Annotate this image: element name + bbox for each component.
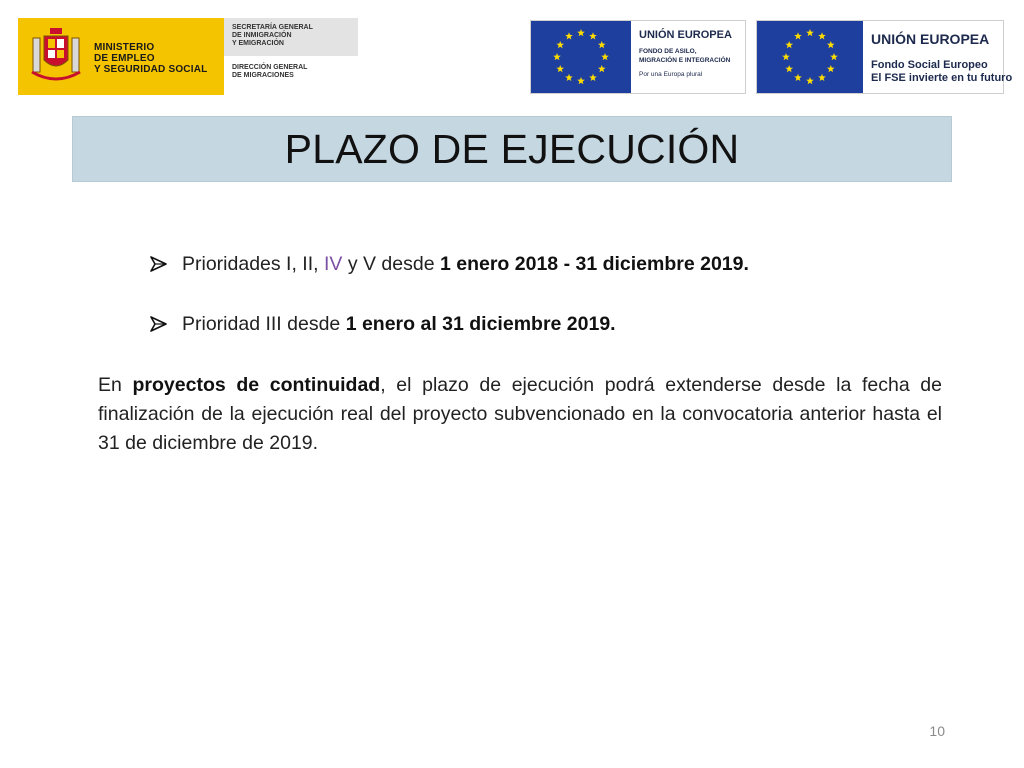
eu-star-icon xyxy=(794,32,802,39)
eu-star-icon xyxy=(830,53,838,60)
arrow-bullet-icon xyxy=(150,316,168,332)
bullet-item-prioridad-iii xyxy=(150,310,950,338)
arrow-bullet-icon xyxy=(150,256,168,272)
ministerio-line-1: MINISTERIO xyxy=(94,42,155,53)
ministerio-line-3: Y SEGURIDAD SOCIAL xyxy=(94,64,208,75)
eu-star-icon xyxy=(794,74,802,81)
eu-star-icon xyxy=(601,53,609,60)
eu-star-icon xyxy=(785,65,793,72)
eu-flag-icon xyxy=(531,21,631,93)
eu-star-icon xyxy=(556,65,564,72)
bullet2-dates: 1 enero al 31 diciembre 2019. xyxy=(345,313,616,335)
eu-star-icon xyxy=(589,74,597,81)
slide-title: PLAZO DE EJECUCIÓN xyxy=(284,125,740,172)
eu-star-icon xyxy=(782,53,790,60)
bullet-list xyxy=(150,250,950,338)
bullet1-dates: 1 enero 2018 - 31 diciembre 2019. xyxy=(439,253,749,275)
direccion-line-2: DE MIGRACIONES xyxy=(232,72,294,79)
ministerio-line-2: DE EMPLEO xyxy=(94,53,155,64)
bullet1-prefix: Prioridades I, II, xyxy=(182,253,324,275)
continuity-paragraph xyxy=(98,371,942,458)
direccion-line-1: DIRECCIÓN GENERAL xyxy=(232,64,308,71)
eu-fse-sub-line-1: Fondo Social Europeo xyxy=(871,59,988,71)
eu-star-icon xyxy=(577,29,585,36)
eu-star-icon xyxy=(598,41,606,48)
eu-star-icon xyxy=(818,74,826,81)
eu-star-icon xyxy=(827,41,835,48)
coat-of-arms-icon xyxy=(30,26,82,88)
direccion-general-label xyxy=(224,58,358,95)
page-number: 10 xyxy=(929,723,945,739)
eu-fami-title: UNIÓN EUROPEA xyxy=(639,29,732,41)
eu-stars-icon xyxy=(757,21,863,93)
eu-fami-sub-line-2: MIGRACIÓN E INTEGRACIÓN xyxy=(639,57,731,64)
bullet1-highlight: IV xyxy=(323,253,343,275)
title-band xyxy=(72,116,952,182)
eu-star-icon xyxy=(806,29,814,36)
paragraph-rest: , el plazo de ejecución podrá extenderse desde la fecha de finalización de la ejecución real del proyecto subvencionado en la convocatoria anterior hasta el 31 de diciembre de 2019. xyxy=(98,374,942,454)
eu-star-icon xyxy=(577,77,585,84)
eu-fami-logo xyxy=(530,20,746,94)
eu-star-icon xyxy=(556,41,564,48)
eu-fami-sub-line-1: FONDO DE ASILO, xyxy=(639,48,697,55)
paragraph-prefix: En xyxy=(98,374,133,396)
eu-fse-text xyxy=(871,29,1012,85)
eu-star-icon xyxy=(806,77,814,84)
eu-fami-subtitle xyxy=(639,47,732,65)
eu-fse-subtitle xyxy=(871,59,1012,85)
secretaria-logo xyxy=(224,18,358,95)
eu-flag-icon xyxy=(757,21,863,93)
eu-fse-logo xyxy=(756,20,1013,94)
eu-star-icon xyxy=(565,32,573,39)
eu-fami-text xyxy=(639,29,732,78)
eu-star-icon xyxy=(598,65,606,72)
ministerio-logo xyxy=(18,18,224,95)
secretaria-line-1: SECRETARÍA GENERAL xyxy=(232,24,313,31)
eu-star-icon xyxy=(785,41,793,48)
eu-fami-motto: Por una Europa plural xyxy=(639,71,703,78)
bullet1-middle: y V desde xyxy=(342,253,440,275)
secretaria-general-label xyxy=(224,18,358,56)
eu-star-icon xyxy=(818,32,826,39)
bullet2-prefix: Prioridad III desde xyxy=(182,313,346,335)
paragraph-emphasis: proyectos de continuidad xyxy=(132,374,381,396)
eu-star-icon xyxy=(553,53,561,60)
ministerio-name xyxy=(94,42,207,75)
eu-fse-title: UNIÓN EUROPEA xyxy=(871,31,990,47)
eu-star-icon xyxy=(565,74,573,81)
eu-stars-icon xyxy=(531,21,631,93)
secretaria-line-3: Y EMIGRACIÓN xyxy=(232,40,284,47)
eu-star-icon xyxy=(827,65,835,72)
secretaria-line-2: DE INMIGRACIÓN xyxy=(232,32,292,39)
bullet-item-prioridades xyxy=(150,250,950,278)
eu-fse-sub-line-2: El FSE invierte en tu futuro xyxy=(871,72,1013,84)
eu-star-icon xyxy=(589,32,597,39)
